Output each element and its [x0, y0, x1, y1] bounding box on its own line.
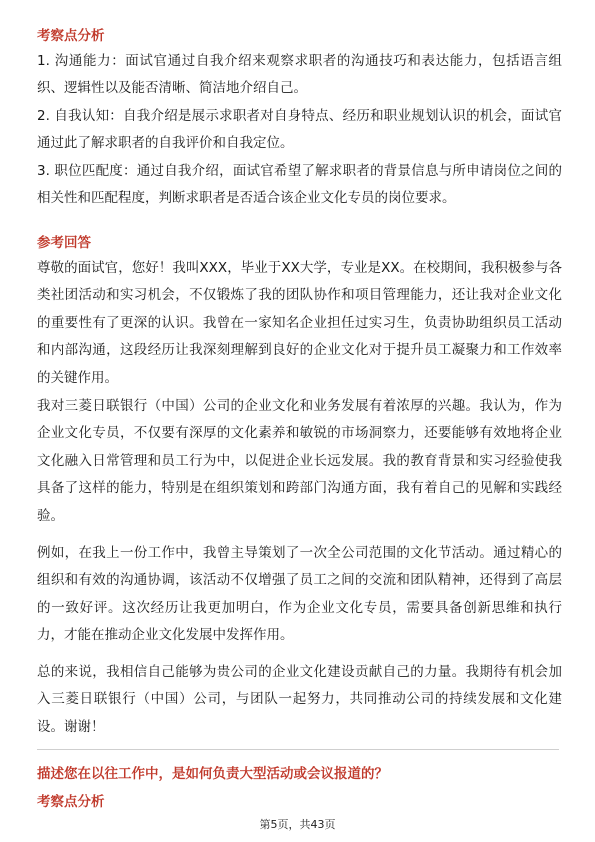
analysis-point-2: 2. 自我认知：自我介绍是展示求职者对自身特点、经历和职业规划认识的机会，面试官通过此了解求职者的自我评价和自我定位。 — [37, 108, 562, 152]
page-number-footer: 第5页，共43页 — [259, 818, 336, 831]
section-heading-analysis: 考察点分析 — [37, 28, 105, 44]
answer-paragraph-4: 总的来说，我相信自己能够为贵公司的企业文化建设贡献自己的力量。我期待有机会加入三菱日联银行（中国）公司，与团队一起努力，共同推动公司的持续发展和文化建设。谢谢！ — [37, 664, 562, 735]
next-section-heading: 考察点分析 — [37, 794, 105, 810]
section-divider — [37, 749, 559, 750]
analysis-point-1: 1. 沟通能力：面试官通过自我介绍来观察求职者的沟通技巧和表达能力，包括语言组织、逻辑性以及能否清晰、简洁地介绍自己。 — [37, 53, 562, 97]
next-question-heading: 描述您在以往工作中，是如何负责大型活动或会议报道的？ — [37, 766, 388, 782]
answer-paragraph-1: 尊敬的面试官，您好！我叫XXX，毕业于XX大学，专业是XX。在校期间，我积极参与各类社团活动和实习机会，不仅锻炼了我的团队协作和项目管理能力，还让我对企业文化的重要性有了更深的认识。我曾在一家知名企业担任过实习生，负责协助组织员工活动和内部沟通，这段经历让我深刻理解到良好的企业文化对于提升员工凝聚力和工作效率的关键作用。 — [37, 260, 562, 386]
section-heading-answer: 参考回答 — [37, 235, 91, 251]
analysis-point-3: 3. 职位匹配度：通过自我介绍，面试官希望了解求职者的背景信息与所申请岗位之间的相关性和匹配程度，判断求职者是否适合该企业文化专员的岗位要求。 — [37, 163, 562, 207]
answer-paragraph-2: 我对三菱日联银行（中国）公司的企业文化和业务发展有着浓厚的兴趣。我认为，作为企业文化专员，不仅要有深厚的文化素养和敏锐的市场洞察力，还要能够有效地将企业文化融入日常管理和员工行为中，以促进企业长远发展。我的教育背景和实习经验使我具备了这样的能力，特别是在组织策划和跨部门沟通方面，我有着自己的见解和实践经验。 — [37, 398, 562, 524]
answer-paragraph-3: 例如，在我上一份工作中，我曾主导策划了一次全公司范围的文化节活动。通过精心的组织和有效的沟通协调，该活动不仅增强了员工之间的交流和团队精神，还得到了高层的一致好评。这次经历让我更加明白，作为企业文化专员，需要具备创新思维和执行力，才能在推动企业文化发展中发挥作用。 — [37, 545, 562, 644]
